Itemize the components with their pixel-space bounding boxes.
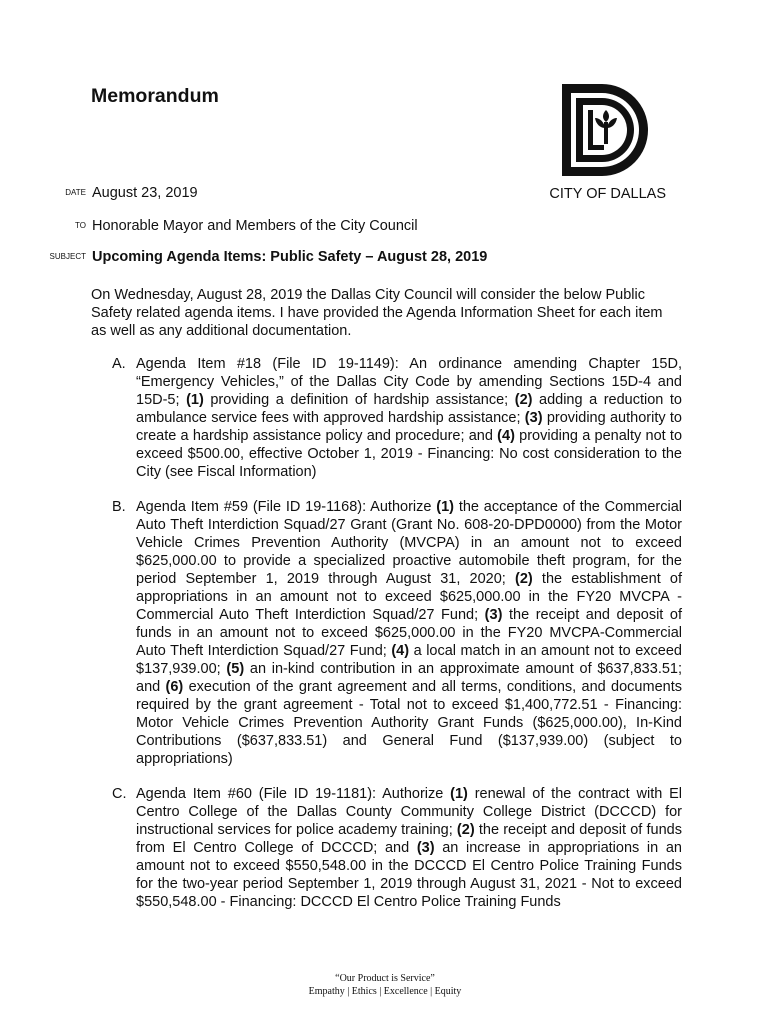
footer-values: Empathy | Ethics | Excellence | Equity bbox=[308, 986, 462, 997]
to-label: TO bbox=[75, 221, 86, 230]
agenda-item-a bbox=[112, 355, 682, 481]
item-text: adding a reduction to ambulance service fees with approved hardship assistance; bbox=[136, 392, 682, 426]
item-text: providing a penalty not to exceed $500.00, effective October 1, 2019 - Financing: No cost consideration to the City (see Fiscal Information) bbox=[136, 428, 683, 480]
city-name: CITY OF DALLAS bbox=[549, 186, 666, 202]
item-clause-number: (3) bbox=[416, 840, 435, 856]
item-description bbox=[136, 355, 682, 481]
subject-label: SUBJECT bbox=[49, 252, 86, 261]
item-clause-number: (3) bbox=[484, 607, 503, 623]
item-clause-number: (2) bbox=[456, 822, 475, 838]
item-text: Agenda Item #18 (File ID 19-1149): An ordinance amending Chapter 15D, “Emergency Vehicles,” of the Dallas City Code by amending Sections 15D-4 and 15D-5; bbox=[136, 356, 682, 408]
item-text: an increase in appropriations in an amount not to exceed $550,548.00 in the DCCCD El Centro Police Training Funds for the two-year period September 1, 2019 through August 31, 2021 - Not to exceed $550,548.00 - Financing: DCCCD El Centro Police Training Funds bbox=[136, 840, 682, 910]
item-clause-number: (1) bbox=[436, 499, 454, 515]
item-text: execution of the grant agreement and all terms, conditions, and documents required by the grant agreement - Total not to exceed $1,400,772.51 - Financing: Motor Vehicle Crimes Prevention Authority Grant Funds ($625,000.00), In-Kind Contributions ($637,833.51) and General Fund ($137,939.00) (subject to appropriations) bbox=[136, 679, 682, 767]
intro-paragraph: On Wednesday, August 28, 2019 the Dallas City Council will consider the below Public Safety related agenda items. I have provided the Agenda Information Sheet for each item as well as any additional documentation. bbox=[91, 287, 663, 339]
item-clause-number: (4) bbox=[391, 643, 410, 659]
city-of-dallas-logo bbox=[562, 84, 650, 176]
item-clause-number: (4) bbox=[497, 428, 515, 444]
item-text: the acceptance of the Commercial Auto Theft Interdiction Squad/27 Grant (Grant No. 608-20-DPD0000) from the Motor Vehicle Crimes Prevention Authority (MVCPA) in an amount not to exceed $625,000.00 to provide a specialized proactive automobile theft program, for the period September 1, 2019 through August 31, 2020; bbox=[136, 499, 683, 587]
item-text: the receipt and deposit of funds in an amount not to exceed $625,000.00 in the FY20 MVCPA-Commercial Auto Theft Interdiction Squad/27 Fund; bbox=[136, 607, 682, 659]
item-text: a local match in an amount not to exceed $137,939.00; bbox=[136, 643, 682, 677]
item-letter: A. bbox=[112, 356, 126, 372]
item-text: providing authority to create a hardship assistance policy and procedure; and bbox=[136, 410, 682, 444]
item-text: Agenda Item #59 (File ID 19-1168): Authorize bbox=[136, 499, 437, 515]
memo-subject: Upcoming Agenda Items: Public Safety – August 28, 2019 bbox=[92, 249, 488, 265]
item-letter: B. bbox=[112, 499, 126, 515]
item-clause-number: (2) bbox=[514, 392, 533, 408]
memo-recipient: Honorable Mayor and Members of the City Council bbox=[92, 218, 418, 234]
item-text: Agenda Item #60 (File ID 19-1181): Authorize bbox=[136, 786, 451, 802]
item-text: providing a definition of hardship assistance; bbox=[203, 392, 515, 408]
item-text: an in-kind contribution in an approximate amount of $637,833.51; and bbox=[136, 661, 683, 695]
item-clause-number: (5) bbox=[226, 661, 245, 677]
agenda-item-b bbox=[112, 498, 682, 768]
item-clause-number: (1) bbox=[450, 786, 468, 802]
item-description bbox=[136, 498, 682, 768]
date-label: DATE bbox=[65, 188, 86, 197]
agenda-item-c bbox=[112, 785, 682, 911]
item-clause-number: (6) bbox=[165, 679, 184, 695]
item-clause-number: (3) bbox=[524, 410, 543, 426]
memo-date: August 23, 2019 bbox=[92, 185, 198, 201]
item-clause-number: (1) bbox=[186, 392, 204, 408]
item-letter: C. bbox=[112, 786, 127, 802]
item-text: the establishment of appropriations in an amount not to exceed $625,000.00 in the FY20 MVCPA - Commercial Auto Theft Interdiction Squad/27 Fund; bbox=[136, 571, 682, 623]
item-description bbox=[136, 785, 682, 911]
item-text: the receipt and deposit of funds from El Centro College of DCCCD; and bbox=[136, 822, 682, 856]
memo-title: Memorandum bbox=[91, 85, 219, 107]
footer-motto: “Our Product is Service” bbox=[335, 973, 435, 984]
item-clause-number: (2) bbox=[515, 571, 533, 587]
item-text: renewal of the contract with El Centro College of the Dallas County Community College District (DCCCD) for instructional services for police academy training; bbox=[136, 786, 682, 838]
